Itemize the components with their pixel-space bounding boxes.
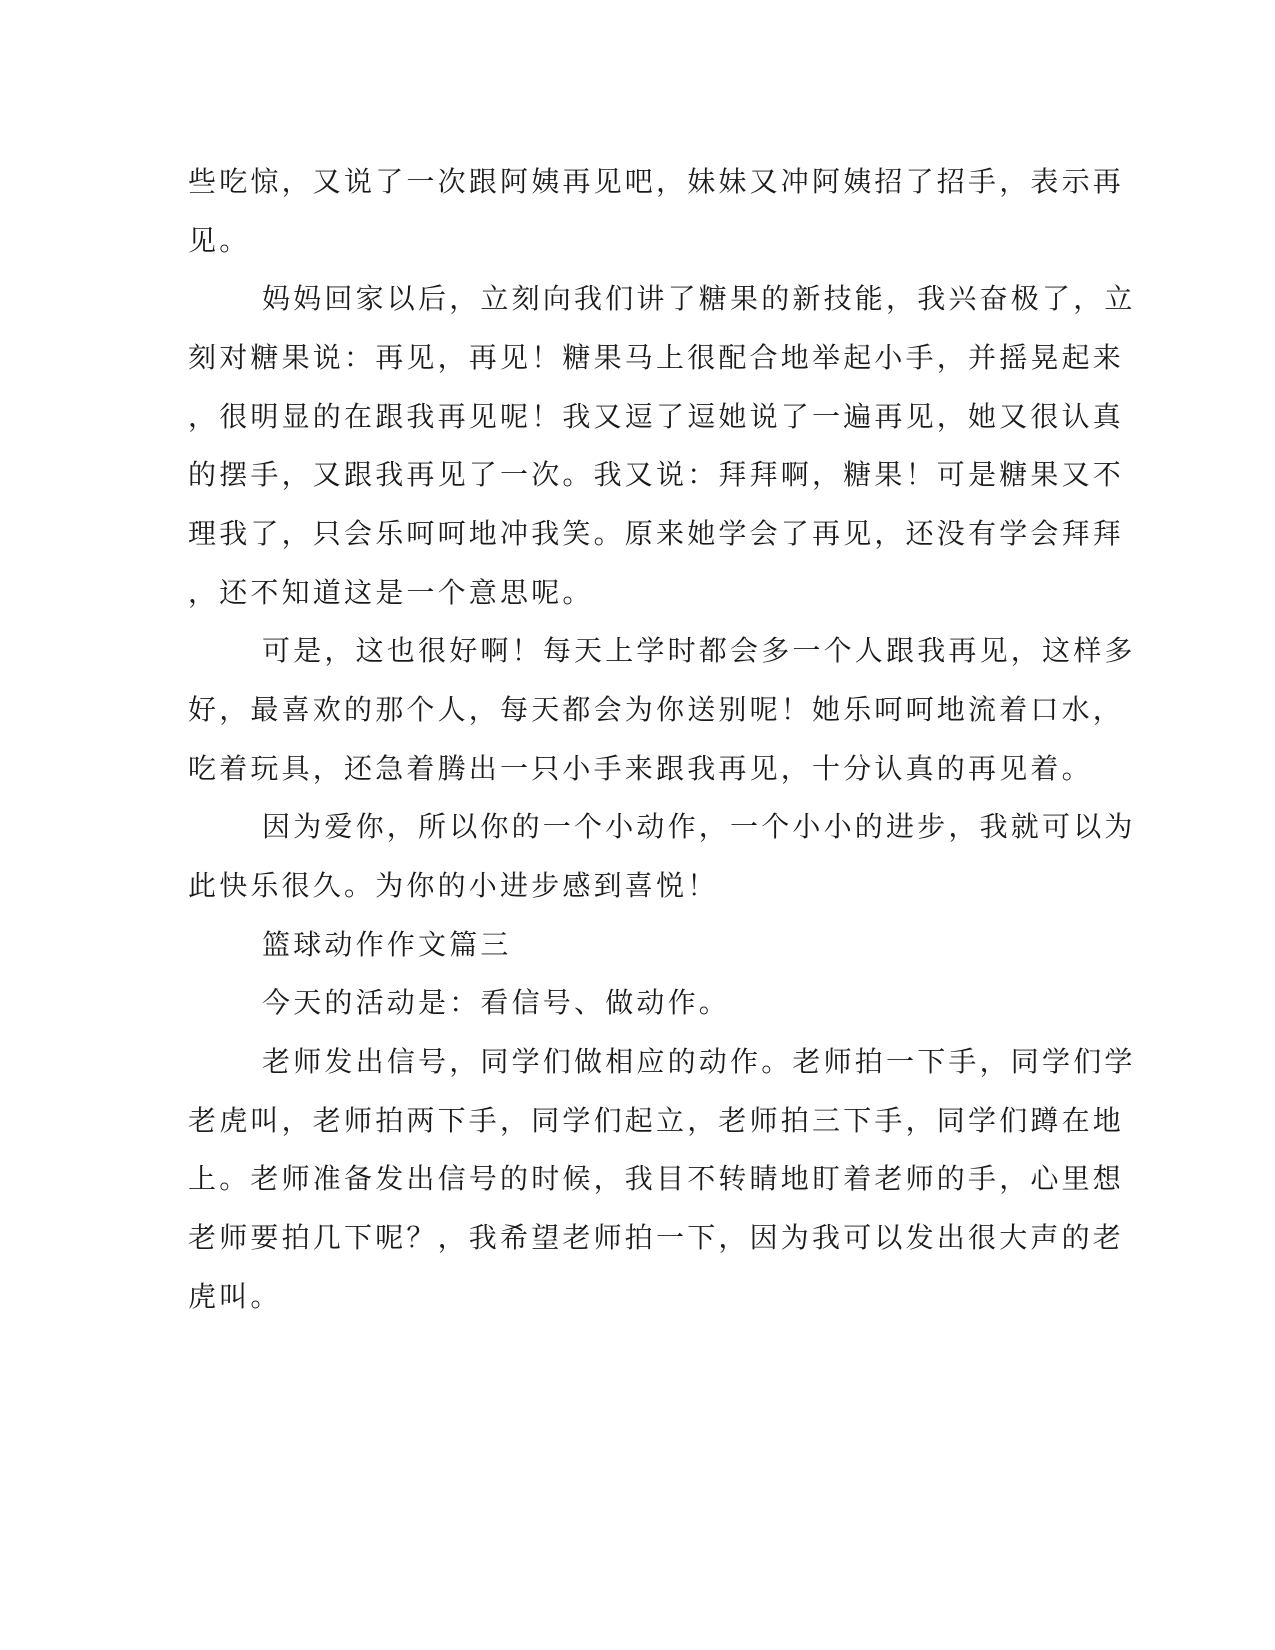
text-line: 见。 — [188, 224, 251, 257]
text-line: 此快乐很久。为你的小进步感到喜悦！ — [188, 869, 719, 902]
text-line: ，还不知道这是一个意思呢。 — [188, 576, 594, 609]
text-line: 吃着玩具，还急着腾出一只小手来跟我再见，十分认真的再见着。 — [188, 752, 1093, 785]
paragraph-first-line: 因为爱你，所以你的一个小动作，一个小小的进步，我就可以为 — [262, 810, 1136, 843]
text-line: 老虎叫，老师拍两下手，同学们起立，老师拍三下手，同学们蹲在地 — [188, 1104, 1125, 1137]
paragraph-first-line: 妈妈回家以后，立刻向我们讲了糖果的新技能，我兴奋极了，立 — [262, 282, 1136, 315]
text-line: 刻对糖果说：再见，再见！糖果马上很配合地举起小手，并摇晃起来 — [188, 341, 1125, 374]
paragraph-first-line: 可是，这也很好啊！每天上学时都会多一个人跟我再见，这样多 — [262, 634, 1136, 667]
text-line: 些吃惊，又说了一次跟阿姨再见吧，妹妹又冲阿姨招了招手，表示再 — [188, 165, 1125, 198]
section-heading: 篮球动作作文篇三 — [262, 928, 512, 961]
text-line: ，很明显的在跟我再见呢！我又逗了逗她说了一遍再见，她又很认真 — [188, 400, 1125, 433]
text-line: 的摆手，又跟我再见了一次。我又说：拜拜啊，糖果！可是糖果又不 — [188, 458, 1125, 491]
text-line: 虎叫。 — [188, 1280, 282, 1313]
paragraph-first-line: 老师发出信号，同学们做相应的动作。老师拍一下手，同学们学 — [262, 1045, 1136, 1078]
text-line: 好，最喜欢的那个人，每天都会为你送别呢！她乐呵呵地流着口水， — [188, 693, 1125, 726]
text-line: 上。老师准备发出信号的时候，我目不转睛地盯着老师的手，心里想 — [188, 1162, 1125, 1195]
paragraph-first-line: 今天的活动是：看信号、做动作。 — [262, 986, 731, 1019]
text-line: 理我了，只会乐呵呵地冲我笑。原来她学会了再见，还没有学会拜拜 — [188, 517, 1125, 550]
text-line: 老师要拍几下呢？，我希望老师拍一下，因为我可以发出很大声的老 — [188, 1221, 1125, 1254]
